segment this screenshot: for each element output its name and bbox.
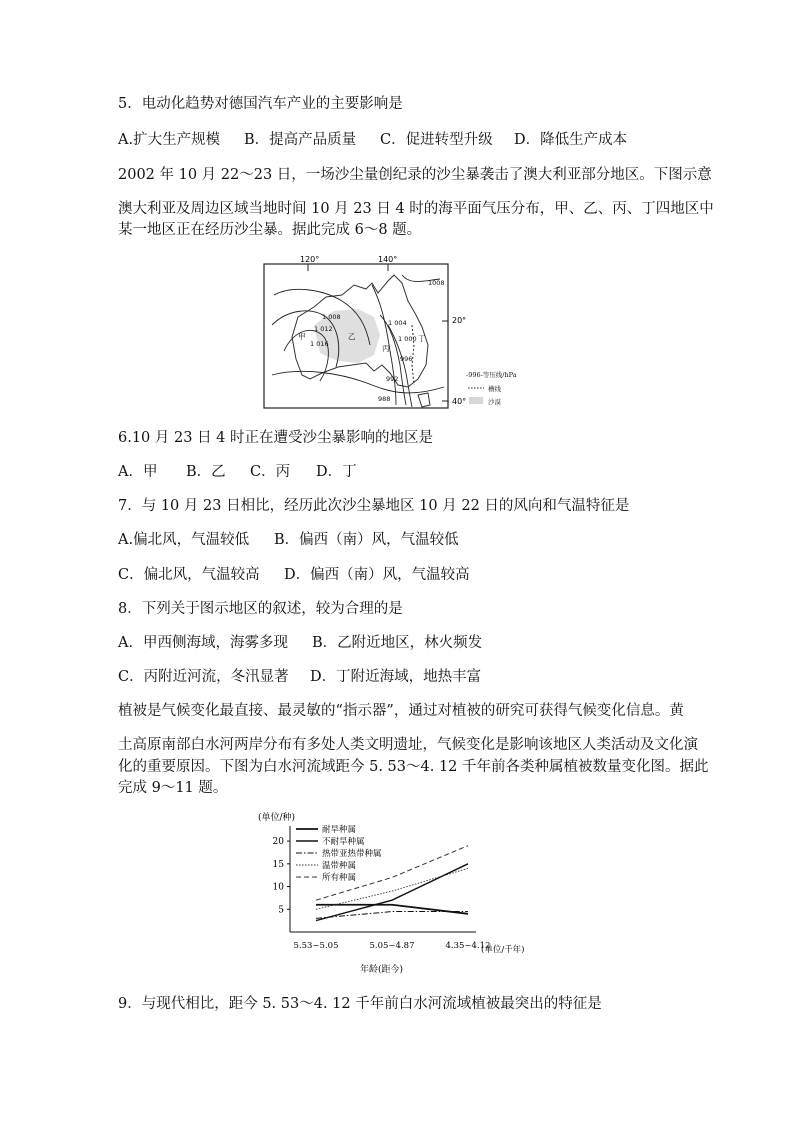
passage2-line-2: 土高原南部白水河两岸分布有多处人类文明遗址，气候变化是影响该地区人类活动及文化演: [118, 737, 698, 753]
legend-label: 所有种属: [322, 873, 357, 883]
isobar-label: 1 008: [322, 313, 341, 321]
q8-option-d: D．丁附近海域，地热丰富: [310, 669, 482, 685]
passage2-line-4: 完成 9～11 题。: [118, 780, 228, 796]
q8-option-a: A．甲西侧海域，海雾多现: [118, 635, 288, 651]
x-tick-label: 5.53~5.05: [293, 941, 339, 951]
place-label-ding: 丁: [418, 334, 426, 343]
lon-label-120: 120°: [300, 255, 320, 264]
place-label-yi: 乙: [348, 332, 356, 341]
x-tick-label: 5.05~4.87: [369, 941, 415, 951]
isobar-label: 996: [400, 355, 413, 363]
y-tick-label: 20: [272, 837, 284, 848]
q5-option-d: D．降低生产成本: [514, 132, 628, 148]
x-tick-label: 4.35~4.12: [445, 941, 491, 951]
q6-option-c: C．丙: [250, 464, 291, 480]
series-line-1: [316, 905, 468, 914]
passage1-line-1: 2002 年 10 月 22～23 日，一场沙尘量创纪录的沙尘暴袭击了澳大利亚部分地区。下图示意: [118, 167, 712, 183]
chart-ylabel: (单位/种): [258, 813, 296, 823]
y-tick-label: 5: [278, 905, 284, 916]
question-8-stem: 8．下列关于图示地区的叙述，较为合理的是: [118, 601, 403, 617]
legend-label: 温带种属: [322, 861, 357, 871]
isobar-label: 1008: [428, 279, 445, 287]
isobar-label: 1 012: [314, 325, 333, 333]
legend-label: 不耐旱种属: [322, 837, 365, 847]
q7-option-d: D．偏西（南）风，气温较高: [284, 567, 470, 583]
question-9-stem: 9．与现代相比，距今 5. 53～4. 12 千年前白水河流域植被最突出的特征是: [118, 996, 602, 1012]
legend-label: 热带亚热带种属: [322, 849, 382, 859]
place-label-bing: 丙: [382, 344, 390, 353]
q5-option-c: C．促进转型升级: [380, 132, 493, 148]
passage1-line-3: 某一地区正在经历沙尘暴。据此完成 6～8 题。: [118, 222, 422, 238]
chart-xlabel: 年龄(距今): [360, 965, 404, 975]
q7-option-c: C．偏北风，气温较高: [118, 567, 260, 583]
question-7-stem: 7．与 10 月 23 日相比，经历此次沙尘暴地区 10 月 22 日的风向和气温特征是: [118, 498, 630, 514]
q7-option-a: A.偏北风，气温较低: [118, 532, 250, 548]
q5-option-b: B．提高产品质量: [244, 132, 357, 148]
chart-x-unit: (单位/千年): [481, 945, 525, 955]
place-label-jia: 甲: [298, 332, 306, 341]
lon-label-140: 140°: [378, 255, 398, 264]
australia-pressure-map: [262, 255, 540, 413]
y-tick-label: 15: [272, 859, 284, 870]
legend-trough: 槽线: [488, 385, 501, 393]
q6-option-b: B．乙: [186, 464, 226, 480]
legend-isobar: -996-等压线/hPa: [466, 371, 517, 379]
lat-label-40: 40°: [452, 397, 467, 406]
passage2-line-1: 植被是气候变化最直接、最灵敏的“指示器”，通过对植被的研究可获得气候变化信息。黄: [118, 703, 684, 719]
lat-label-20: 20°: [452, 316, 467, 325]
question-6-stem: 6.10 月 23 日 4 时正在遭受沙尘暴影响的地区是: [118, 430, 434, 446]
isobar-label: 1 000: [398, 335, 417, 343]
q5-option-a: A.扩大生产规模: [118, 132, 221, 148]
passage2-line-3: 化的重要原因。下图为白水河流域距今 5. 53～4. 12 千年前各类种属植被数量变化图。据此: [118, 759, 709, 775]
isobar-label: 988: [378, 395, 391, 403]
q7-option-b: B．偏西（南）风，气温较低: [274, 532, 459, 548]
legend-desert: 沙漠: [488, 398, 501, 406]
isobar-label: 1 004: [388, 319, 407, 327]
question-5-stem: 5．电动化趋势对德国汽车产业的主要影响是: [118, 96, 403, 112]
q8-option-b: B．乙附近地区，林火频发: [312, 635, 483, 651]
q6-option-a: A．甲: [118, 464, 158, 480]
passage1-line-2: 澳大利亚及周边区域当地时间 10 月 23 日 4 时的海平面气压分布，甲、乙、丙、丁四地区中: [118, 201, 714, 217]
vegetation-line-chart: [256, 808, 566, 980]
isobar-label: 1 016: [310, 340, 329, 348]
isobar-label: 992: [386, 375, 399, 383]
legend-label: 耐旱种属: [322, 825, 357, 835]
q8-option-c: C．丙附近河流，冬汛显著: [118, 669, 289, 685]
q6-option-d: D．丁: [316, 464, 357, 480]
y-tick-label: 10: [272, 882, 284, 893]
